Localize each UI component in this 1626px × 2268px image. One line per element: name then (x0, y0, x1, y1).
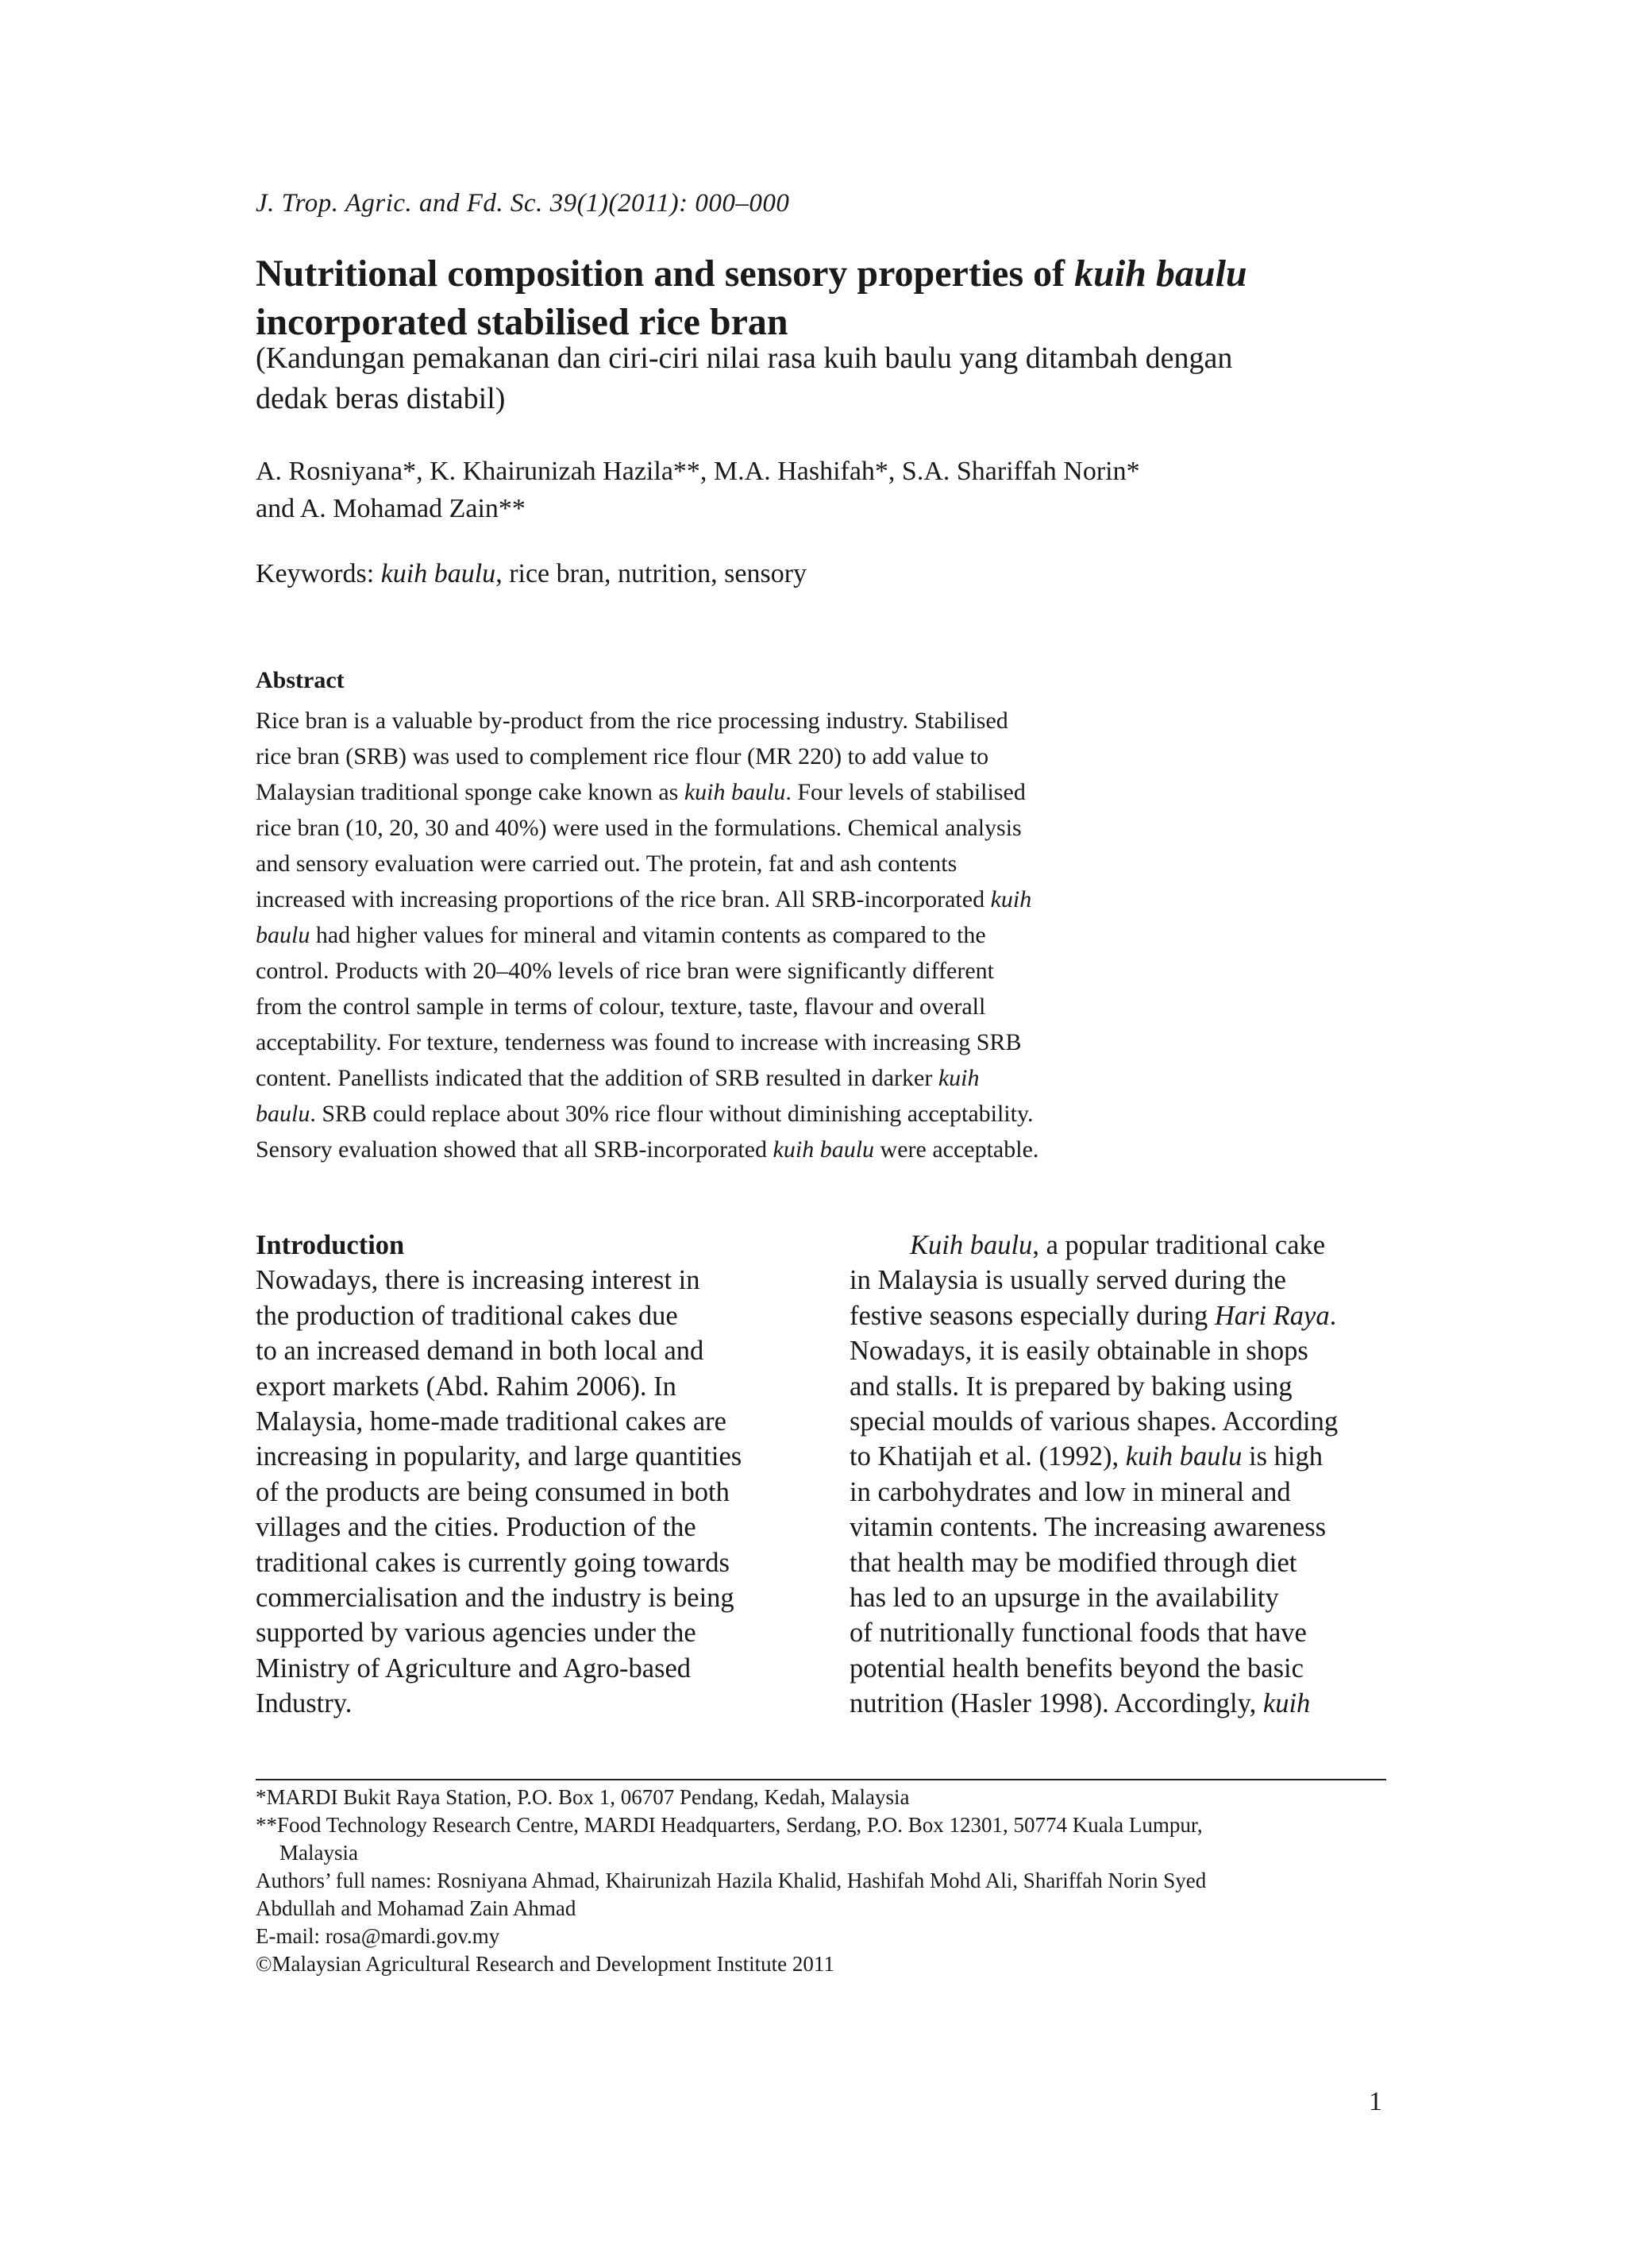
intro-line: export markets (Abd. Rahim 2006). In (256, 1371, 676, 1402)
intro-line: in Malaysia is usually served during the (850, 1265, 1286, 1296)
title-italic-term: kuih baulu (1074, 253, 1247, 295)
intro-line: supported by various agencies under the (256, 1618, 696, 1649)
abstract-text: increased with increasing proportions of the rice bran. All SRB-incorporated (256, 886, 991, 912)
introduction-left-column (256, 1228, 796, 1722)
abstract-italic: baulu (256, 1101, 310, 1127)
abstract-line: from the control sample in terms of colour, texture, taste, flavour and overall (256, 993, 986, 1020)
intro-text: nutrition (Hasler 1998). Accordingly, (850, 1688, 1263, 1719)
abstract-italic: kuih baulu (684, 779, 786, 805)
footnote-full-names: Authors’ full names: Rosniyana Ahmad, Khairunizah Hazila Khalid, Hashifah Mohd Ali, Shariffah Norin Syed (256, 1869, 1207, 1892)
intro-line: traditional cakes is currently going towards (256, 1547, 730, 1578)
intro-italic: Kuih baulu (910, 1230, 1033, 1260)
authors-line1: A. Rosniyana*, K. Khairunizah Hazila**, M.A. Hashifah*, S.A. Shariffah Norin* (256, 457, 1140, 486)
author-list (256, 453, 1415, 527)
abstract-text: . SRB could replace about 30% rice flour without diminishing acceptability. (310, 1101, 1034, 1127)
abstract-line: and sensory evaluation were carried out. The protein, fat and ash contents (256, 850, 957, 877)
intro-line: vitamin contents. The increasing awareness (850, 1512, 1327, 1543)
title-line2: incorporated stabilised rice bran (256, 301, 788, 343)
intro-line: special moulds of various shapes. According (850, 1406, 1339, 1437)
introduction-heading: Introduction (256, 1230, 405, 1260)
intro-line: has led to an upsurge in the availability (850, 1583, 1279, 1614)
subtitle-line2: dedak beras distabil) (256, 382, 506, 415)
intro-line: Ministry of Agriculture and Agro-based (256, 1653, 692, 1684)
keywords-label: Keywords: (256, 559, 381, 588)
footnote-divider (256, 1779, 1386, 1780)
abstract-line: Rice bran is a valuable by-product from the rice processing industry. Stabilised (256, 708, 1008, 734)
intro-line (850, 1439, 1405, 1474)
intro-line: Malaysia, home-made traditional cakes are (256, 1406, 726, 1437)
intro-line (850, 1228, 1405, 1263)
abstract-line: rice bran (SRB) was used to complement rice flour (MR 220) to add value to (256, 743, 989, 770)
intro-text: festive seasons especially during (850, 1300, 1215, 1331)
intro-italic: Hari Raya (1214, 1300, 1330, 1331)
footnote-affiliation-2-cont: Malaysia (279, 1841, 358, 1865)
abstract-text: content. Panellists indicated that the addition of SRB resulted in darker (256, 1065, 938, 1091)
intro-line: the production of traditional cakes due (256, 1300, 678, 1331)
introduction-right-column (850, 1228, 1405, 1722)
page-number: 1 (1369, 2087, 1382, 2116)
keyword-italic: kuih baulu (380, 559, 496, 588)
intro-line: Industry. (256, 1688, 353, 1719)
intro-line: villages and the cities. Production of the (256, 1512, 696, 1543)
intro-italic: kuih (1262, 1688, 1311, 1719)
abstract-text: were acceptable. (874, 1136, 1039, 1163)
intro-line: Nowadays, there is increasing interest in (256, 1265, 700, 1296)
intro-line: that health may be modified through diet (850, 1547, 1297, 1578)
intro-line: and stalls. It is prepared by baking using (850, 1371, 1293, 1402)
intro-line: Nowadays, it is easily obtainable in shops (850, 1336, 1308, 1367)
footnote-affiliation-1: *MARDI Bukit Raya Station, P.O. Box 1, 06707 Pendang, Kedah, Malaysia (256, 1785, 910, 1809)
footnote-email: E-mail: rosa@mardi.gov.my (256, 1924, 500, 1948)
subtitle-line1: (Kandungan pemakanan dan ciri-ciri nilai rasa kuih baulu yang ditambah dengan (256, 341, 1233, 375)
abstract-line (256, 881, 1177, 917)
journal-citation: J. Trop. Agric. and Fd. Sc. 39(1)(2011): 000–000 (256, 189, 790, 218)
abstract-line (256, 1096, 1177, 1132)
intro-line (850, 1298, 1405, 1333)
intro-line: to an increased demand in both local and (256, 1336, 704, 1367)
authors-line2: and A. Mohamad Zain** (256, 494, 526, 523)
intro-text: , a popular traditional cake (1032, 1230, 1326, 1260)
intro-line: of nutritionally functional foods that have (850, 1618, 1307, 1649)
abstract-italic: baulu (256, 922, 310, 948)
intro-text: is high (1242, 1441, 1323, 1472)
abstract-italic: kuih baulu (773, 1136, 875, 1163)
keywords-rest: , rice bran, nutrition, sensory (495, 559, 807, 588)
abstract-line (256, 1132, 1177, 1167)
abstract-line: acceptability. For texture, tenderness was found to increase with increasing SRB (256, 1029, 1022, 1055)
abstract-text: Malaysian traditional sponge cake known as (256, 779, 684, 805)
abstract-line (256, 774, 1177, 810)
abstract-heading: Abstract (256, 667, 345, 693)
abstract-italic: kuih (938, 1065, 980, 1091)
intro-line: increasing in popularity, and large quantities (256, 1441, 742, 1472)
abstract-body (256, 703, 1177, 1167)
intro-line (850, 1686, 1405, 1721)
abstract-line (256, 917, 1177, 953)
footnote-full-names-cont: Abdullah and Mohamad Zain Ahmad (256, 1896, 576, 1920)
paper-title (256, 249, 1431, 346)
abstract-text: . Four levels of stabilised (785, 779, 1026, 805)
intro-line: in carbohydrates and low in mineral and (850, 1476, 1291, 1507)
footnote-affiliation-2: **Food Technology Research Centre, MARDI Headquarters, Serdang, P.O. Box 12301, 50774 Kuala Lumpur, (256, 1813, 1203, 1837)
abstract-line: control. Products with 20–40% levels of rice bran were significantly different (256, 958, 995, 984)
abstract-text: Sensory evaluation showed that all SRB-incorporated (256, 1136, 773, 1163)
abstract-line: rice bran (10, 20, 30 and 40%) were used in the formulations. Chemical analysis (256, 815, 1022, 841)
intro-italic: kuih baulu (1125, 1441, 1243, 1472)
keywords (256, 559, 807, 589)
abstract-italic: kuih (990, 886, 1032, 912)
intro-text: . (1329, 1300, 1337, 1331)
abstract-line (256, 1060, 1177, 1096)
footnote-copyright: ©Malaysian Agricultural Research and Development Institute 2011 (256, 1952, 834, 1976)
footnotes (256, 1784, 1399, 1978)
intro-line: commercialisation and the industry is being (256, 1583, 734, 1614)
intro-text: to Khatijah et al. (1992), (850, 1441, 1126, 1472)
paper-subtitle (256, 338, 1415, 419)
title-line1: Nutritional composition and sensory properties of (256, 253, 1075, 295)
intro-line: of the products are being consumed in both (256, 1476, 730, 1507)
intro-line: potential health benefits beyond the basic (850, 1653, 1304, 1684)
abstract-text: had higher values for mineral and vitamin contents as compared to the (310, 922, 986, 948)
